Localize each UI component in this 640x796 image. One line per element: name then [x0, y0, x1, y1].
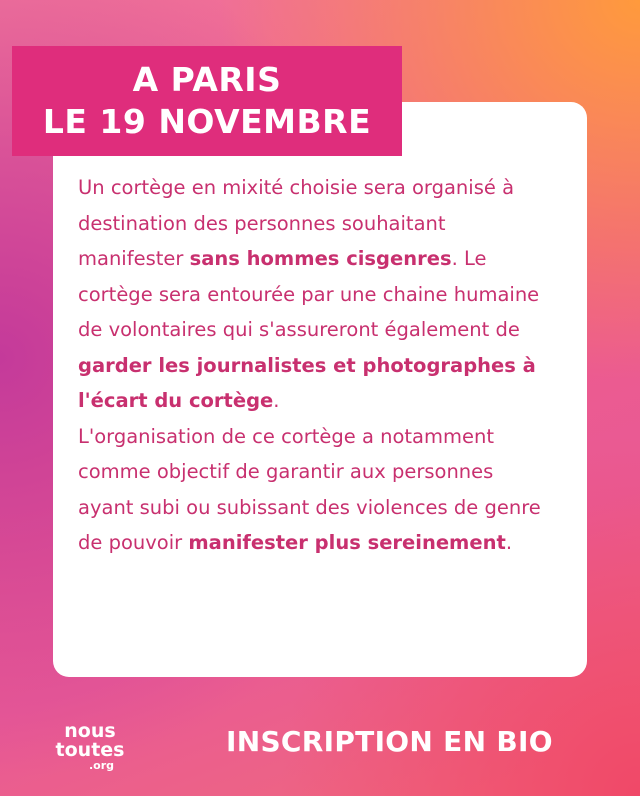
body-p1-e: . [273, 389, 280, 412]
title-line-1: A PARIS [132, 60, 282, 99]
noustoutes-logo [55, 720, 125, 772]
title-banner [12, 46, 402, 156]
body-p1-c: . Le cortège sera entourée par une chaine humaine de volontaires qui s'assureront également de [78, 247, 540, 341]
body-p2-c: . [505, 531, 513, 554]
inscription-cta: INSCRIPTION EN BIO [226, 725, 553, 758]
logo-line-1: nous [64, 720, 116, 742]
body-p2-a: L'organisation de ce cortège a notamment comme objectif de garantir aux personnes ayant subi ou subissant des violences de genre de pouvoir [78, 424, 541, 554]
body-text [78, 170, 548, 561]
highlight-garder-journalistes: garder les journalistes et photographes à l'écart du cortège [78, 353, 536, 412]
body-p1-a: Un cortège en mixité choisie sera organisé à destination des personnes souhaitant manifester [78, 176, 515, 270]
title-line-2: LE 19 NOVEMBRE [42, 102, 372, 141]
highlight-manifester-sereinement: manifester plus sereinement [188, 531, 506, 554]
logo-line-3: .org [88, 759, 114, 772]
logo-line-2: toutes [55, 739, 125, 761]
highlight-sans-hommes: sans hommes cisgenres [189, 247, 452, 270]
